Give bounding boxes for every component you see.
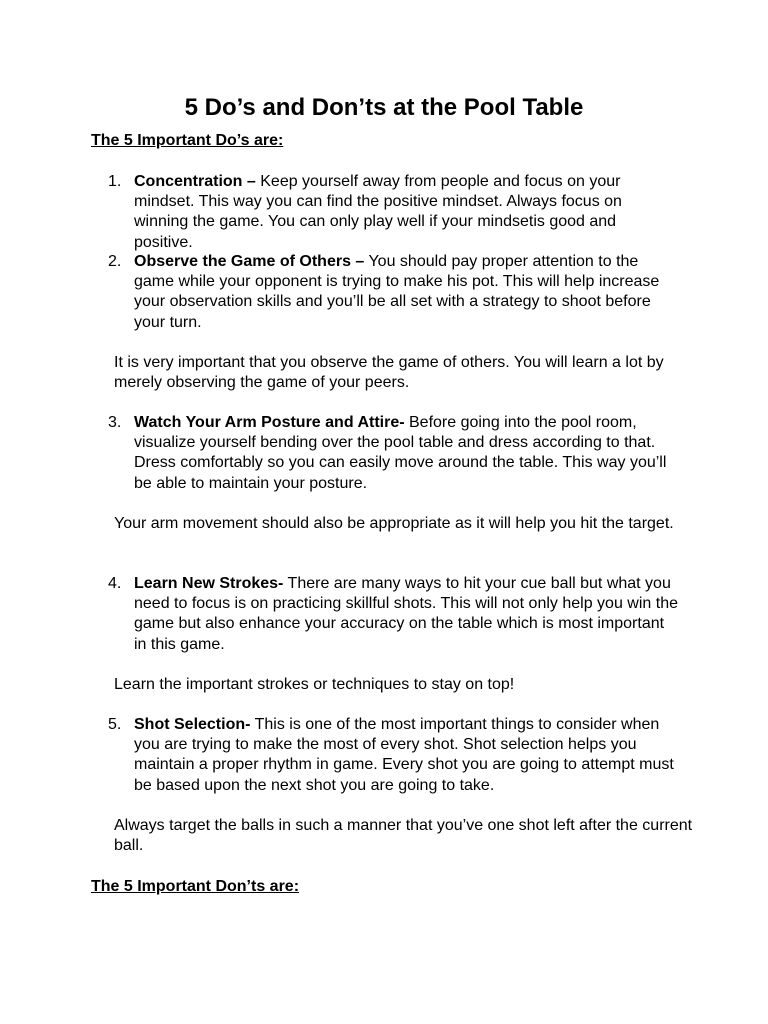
dos-heading: The 5 Important Do’s are: <box>91 132 284 149</box>
donts-heading: The 5 Important Don’ts are: <box>91 878 300 895</box>
list-item-text: There are many ways to hit your cue ball but what you need to focus is on practicing skillful shots. This will not only help you win the game but also enhance your accuracy on the table which is most important in this game. <box>134 575 678 653</box>
list-item-text: This is one of the most important things to consider when you are trying to make the most of every shot. Shot selection helps you maintain a proper rhythm in game. Every shot you are going to attempt must be based upon the next shot you are going to take. <box>134 716 674 794</box>
list-item-term: Learn New Strokes- <box>134 575 284 592</box>
list-item-number: 3. <box>108 414 122 431</box>
page-title: 5 Do’s and Don’ts at the Pool Table <box>184 94 584 121</box>
list-item-body <box>134 574 678 655</box>
list-item-body <box>134 172 678 253</box>
list-item-number: 4. <box>108 575 122 592</box>
paragraph-observe-note: It is very important that you observe the game of others. You will learn a lot by merely observing the game of your peers. <box>114 354 664 392</box>
list-item-new-strokes <box>108 574 678 655</box>
paragraph-target-note: Always target the balls in such a manner that you’ve one shot left after the current ball. <box>114 817 693 855</box>
list-item-term: Concentration – <box>134 173 256 190</box>
list-item-term: Observe the Game of Others – <box>134 253 365 270</box>
list-item-text: You should pay proper attention to the game while your opponent is trying to make his pot. This will help increase your observation skills and you’ll be all set with a strategy to shoot before your turn. <box>134 253 660 331</box>
list-item-body <box>134 252 678 333</box>
list-item-arm-posture <box>108 413 678 494</box>
paragraph-arm-note: Your arm movement should also be appropriate as it will help you hit the target. <box>114 515 674 532</box>
list-item-text: Keep yourself away from people and focus on your mindset. This way you can find the positive mindset. Always focus on winning the game. You can only play well if your mindsetis good and positive. <box>134 173 622 251</box>
list-item-number: 2. <box>108 253 122 270</box>
list-item-shot-selection <box>108 715 678 796</box>
list-item-concentration <box>108 172 678 253</box>
list-item-body <box>134 413 678 494</box>
list-item-number: 1. <box>108 173 122 190</box>
paragraph-strokes-note: Learn the important strokes or techniques to stay on top! <box>114 676 515 693</box>
list-item-term: Watch Your Arm Posture and Attire- <box>134 414 405 431</box>
list-item-number: 5. <box>108 716 122 733</box>
list-item-text: Before going into the pool room, visualize yourself bending over the pool table and dress according to that. Dress comfortably so you can easily move around the table. This way you’ll be able to maintain your posture. <box>134 414 667 492</box>
list-item-term: Shot Selection- <box>134 716 251 733</box>
list-item-observe-game <box>108 252 678 333</box>
list-item-body <box>134 715 678 796</box>
